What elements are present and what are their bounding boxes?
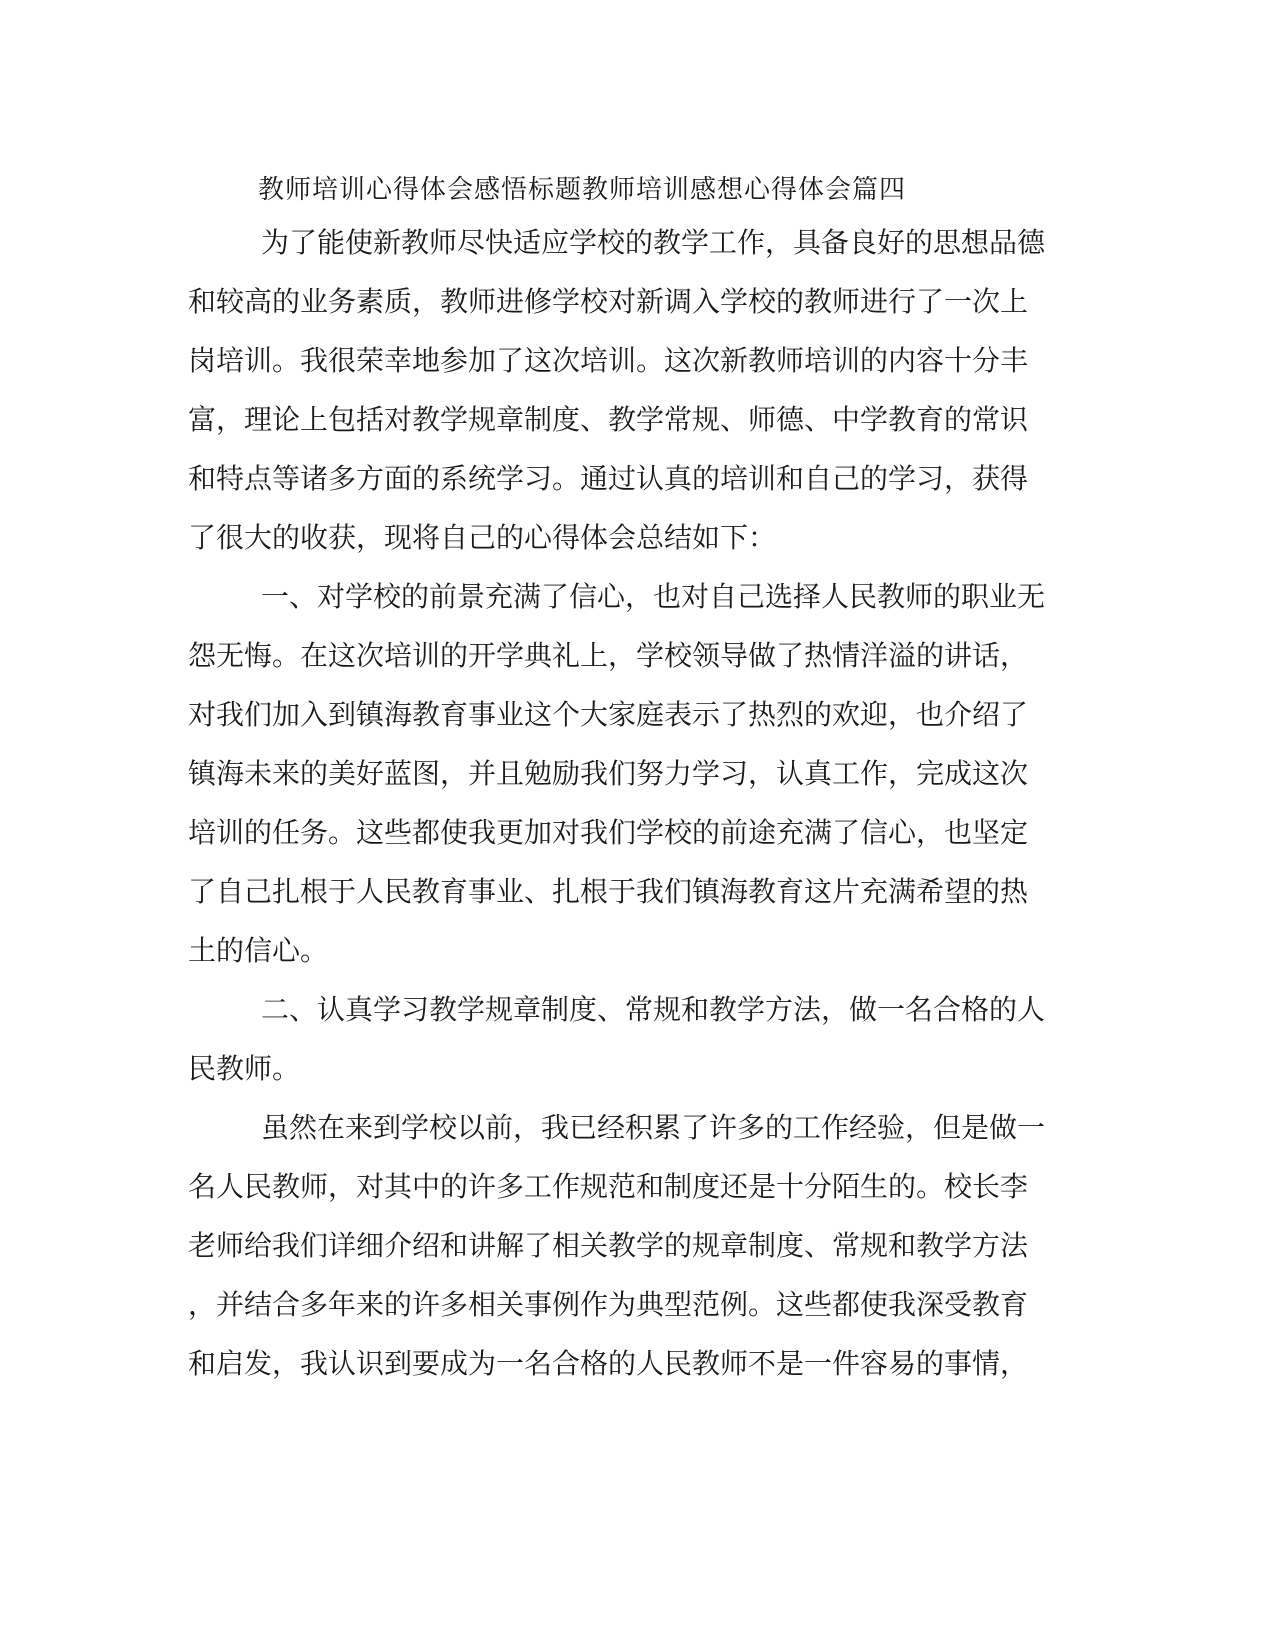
paragraph-line: 了很大的收获，现将自己的心得体会总结如下：: [188, 521, 777, 554]
paragraph-line: 虽然在来到学校以前，我已经积累了许多的工作经验，但是做一: [261, 1111, 1046, 1144]
paragraph-line: 了自己扎根于人民教育事业、扎根于我们镇海教育这片充满希望的热: [188, 875, 1029, 908]
paragraph-line: 一、对学校的前景充满了信心，也对自己选择人民教师的职业无: [261, 580, 1046, 613]
paragraph-line: 岗培训。我很荣幸地参加了这次培训。这次新教师培训的内容十分丰: [188, 344, 1029, 377]
paragraph-line: 为了能使新教师尽快适应学校的教学工作，具备良好的思想品德: [261, 226, 1046, 259]
paragraph-line: 培训的任务。这些都使我更加对我们学校的前途充满了信心，也坚定: [188, 816, 1029, 849]
paragraph-line: 和较高的业务素质，教师进修学校对新调入学校的教师进行了一次上: [188, 285, 1029, 318]
paragraph-line: 老师给我们详细介绍和讲解了相关教学的规章制度、常规和教学方法: [188, 1229, 1029, 1262]
paragraph-line: 土的信心。: [188, 934, 329, 967]
paragraph-line: 和启发，我认识到要成为一名合格的人民教师不是一件容易的事情，: [188, 1347, 1029, 1380]
paragraph-line: ，并结合多年来的许多相关事例作为典型范例。这些都使我深受教育: [188, 1288, 1029, 1321]
paragraph-line: 二、认真学习教学规章制度、常规和教学方法，做一名合格的人: [261, 993, 1046, 1026]
document-title: 教师培训心得体会感悟标题教师培训感想心得体会篇四: [258, 175, 907, 205]
paragraph-line: 怨无悔。在这次培训的开学典礼上，学校领导做了热情洋溢的讲话，: [188, 639, 1029, 672]
paragraph-line: 名人民教师，对其中的许多工作规范和制度还是十分陌生的。校长李: [188, 1170, 1029, 1203]
paragraph-line: 民教师。: [188, 1052, 301, 1085]
paragraph-line: 镇海未来的美好蓝图，并且勉励我们努力学习，认真工作，完成这次: [188, 757, 1029, 790]
paragraph-line: 富，理论上包括对教学规章制度、教学常规、师德、中学教育的常识: [188, 403, 1029, 436]
paragraph-line: 和特点等诸多方面的系统学习。通过认真的培训和自己的学习，获得: [188, 462, 1029, 495]
paragraph-line: 对我们加入到镇海教育事业这个大家庭表示了热烈的欢迎，也介绍了: [188, 698, 1029, 731]
